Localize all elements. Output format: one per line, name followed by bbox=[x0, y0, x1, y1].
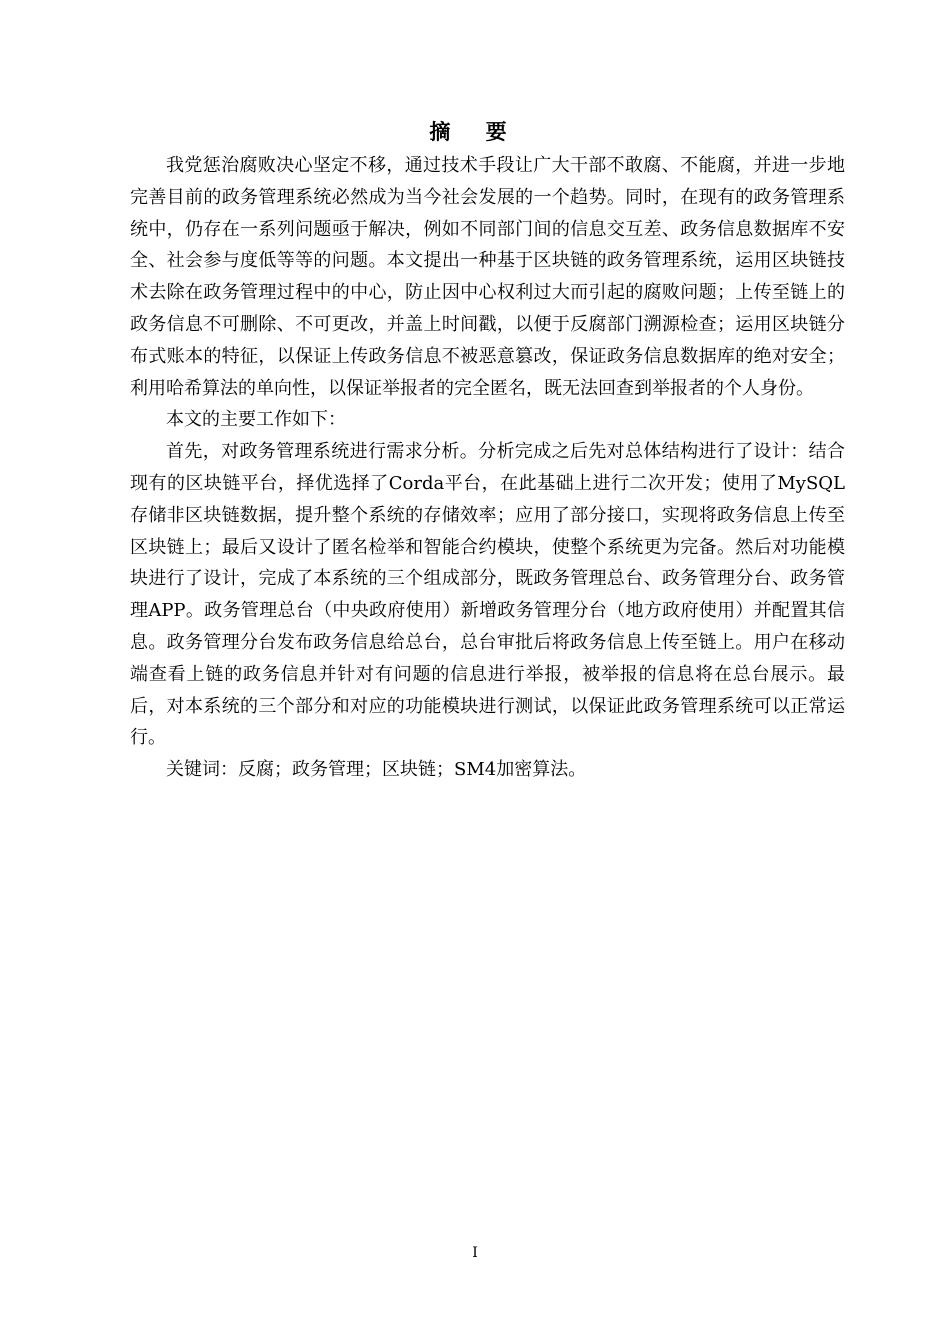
abstract-paragraph: 我党惩治腐败决心坚定不移，通过技术手段让广大干部不敢腐、不能腐，并进一步地完善目前的政务管理系统必然成为当今社会发展的一个趋势。同时，在现有的政务管理系统中，仍存在一系列问题亟于解决，例如不同部门间的信息交互差、政务信息数据库不安全、社会参与度低等等的问题。本文提出一种基于区块链的政务管理系统，运用区块链技术去除在政务管理过程中的中心，防止因中心权利过大而引起的腐败问题；上传至链上的政务信息不可删除、不可更改，并盖上时间戳，以便于反腐部门溯源检查；运用区块链分布式账本的特征，以保证上传政务信息不被恶意篡改，保证政务信息数据库的绝对安全；利用哈希算法的单向性，以保证举报者的完全匿名，既无法回查到举报者的个人身份。 bbox=[130, 155, 845, 399]
page-title: 摘 要 bbox=[429, 120, 521, 144]
work-details-paragraph: 首先，对政务管理系统进行需求分析。分析完成之后先对总体结构进行了设计：结合现有的区块链平台，择优选择了Corda平台，在此基础上进行二次开发；使用了MySQL存储非区块链数据，提升整个系统的存储效率；应用了部分接口，实现将政务信息上传至区块链上；最后又设计了匿名检举和智能合约模块，使整个系统更为完备。然后对功能模块进行了设计，完成了本系统的三个组成部分，既政务管理总台、政务管理分台、政务管理APP。政务管理总台（中央政府使用）新增政务管理分台（地方政府使用）并配置其信息。政务管理分台发布政务信息给总台，总台审批后将政务信息上传至链上。用户在移动端查看上链的政务信息并针对有问题的信息进行举报，被举报的信息将在总台展示。最后，对本系统的三个部分和对应的功能模块进行测试，以保证此政务管理系统可以正常运行。 bbox=[130, 441, 845, 749]
work-intro-line: 本文的主要工作如下： bbox=[166, 409, 346, 431]
page-number: I bbox=[472, 1245, 478, 1261]
keywords-line: 关键词：反腐；政务管理；区块链；SM4加密算法。 bbox=[166, 759, 587, 781]
abstract-body bbox=[130, 150, 845, 786]
